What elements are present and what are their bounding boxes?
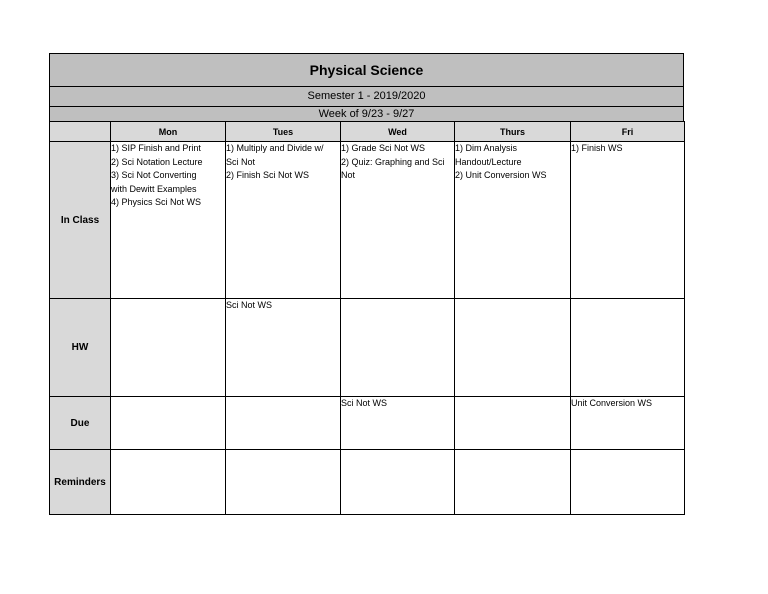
semester-label: Semester 1 - 2019/2020 — [49, 86, 684, 106]
cell-text-line: 3) Sci Not Converting — [111, 170, 197, 180]
cell-due-fri — [571, 397, 685, 450]
cell-hw-fri — [571, 299, 685, 397]
row-hw — [50, 299, 685, 397]
cell-due-mon — [111, 397, 226, 450]
cell-hw-thurs — [455, 299, 571, 397]
row-reminders — [50, 450, 685, 515]
cell-text-line: 1) SIP Finish and Print — [111, 143, 201, 153]
schedule-sheet — [49, 53, 684, 515]
cell-in-class-mon — [111, 142, 226, 299]
cell-due-wed — [341, 397, 455, 450]
cell-text-line: 2) Finish Sci Not WS — [226, 170, 310, 180]
cell-text-line: 1) Multiply and Divide w/ — [226, 143, 324, 153]
row-label-reminders: Reminders — [50, 450, 111, 515]
corner-cell — [50, 122, 111, 142]
cell-text-line: 2) Quiz: Graphing and Sci — [341, 156, 445, 167]
cell-text-line: Handout/Lecture — [455, 156, 522, 167]
day-header-mon: Mon — [111, 122, 226, 142]
day-header-thurs: Thurs — [455, 122, 571, 142]
cell-text-line: Sci Not WS — [226, 300, 273, 310]
day-header-row — [50, 122, 685, 142]
cell-in-class-wed — [341, 142, 455, 299]
cell-reminders-thurs — [455, 450, 571, 515]
cell-text-line: 4) Physics Sci Not WS — [111, 197, 202, 207]
cell-text-line: 1) Dim Analysis — [455, 143, 518, 153]
cell-text-line: Sci Not — [226, 156, 256, 167]
cell-due-tues — [226, 397, 341, 450]
cell-text-line: 1) Finish WS — [571, 143, 623, 153]
cell-text-line: Not — [341, 170, 356, 180]
cell-text-line: 2) Unit Conversion WS — [455, 170, 547, 180]
row-label-due: Due — [50, 397, 111, 450]
cell-due-thurs — [455, 397, 571, 450]
row-in-class — [50, 142, 685, 299]
cell-text-line: 2) Sci Notation Lecture — [111, 156, 203, 167]
cell-reminders-fri — [571, 450, 685, 515]
schedule-grid — [49, 121, 685, 515]
cell-in-class-thurs — [455, 142, 571, 299]
cell-in-class-tues — [226, 142, 341, 299]
week-label: Week of 9/23 - 9/27 — [49, 106, 684, 121]
cell-text-line: with Dewitt Examples — [111, 183, 197, 194]
row-label-in-class: In Class — [50, 142, 111, 299]
cell-text-line: Sci Not WS — [341, 398, 388, 408]
cell-reminders-mon — [111, 450, 226, 515]
row-due — [50, 397, 685, 450]
day-header-tues: Tues — [226, 122, 341, 142]
page-title: Physical Science — [49, 53, 684, 86]
cell-hw-tues — [226, 299, 341, 397]
day-header-wed: Wed — [341, 122, 455, 142]
row-label-hw: HW — [50, 299, 111, 397]
cell-text-line: Unit Conversion WS — [571, 398, 653, 408]
cell-reminders-tues — [226, 450, 341, 515]
cell-hw-mon — [111, 299, 226, 397]
cell-text-line: 1) Grade Sci Not WS — [341, 143, 426, 153]
cell-hw-wed — [341, 299, 455, 397]
cell-in-class-fri — [571, 142, 685, 299]
day-header-fri: Fri — [571, 122, 685, 142]
cell-reminders-wed — [341, 450, 455, 515]
